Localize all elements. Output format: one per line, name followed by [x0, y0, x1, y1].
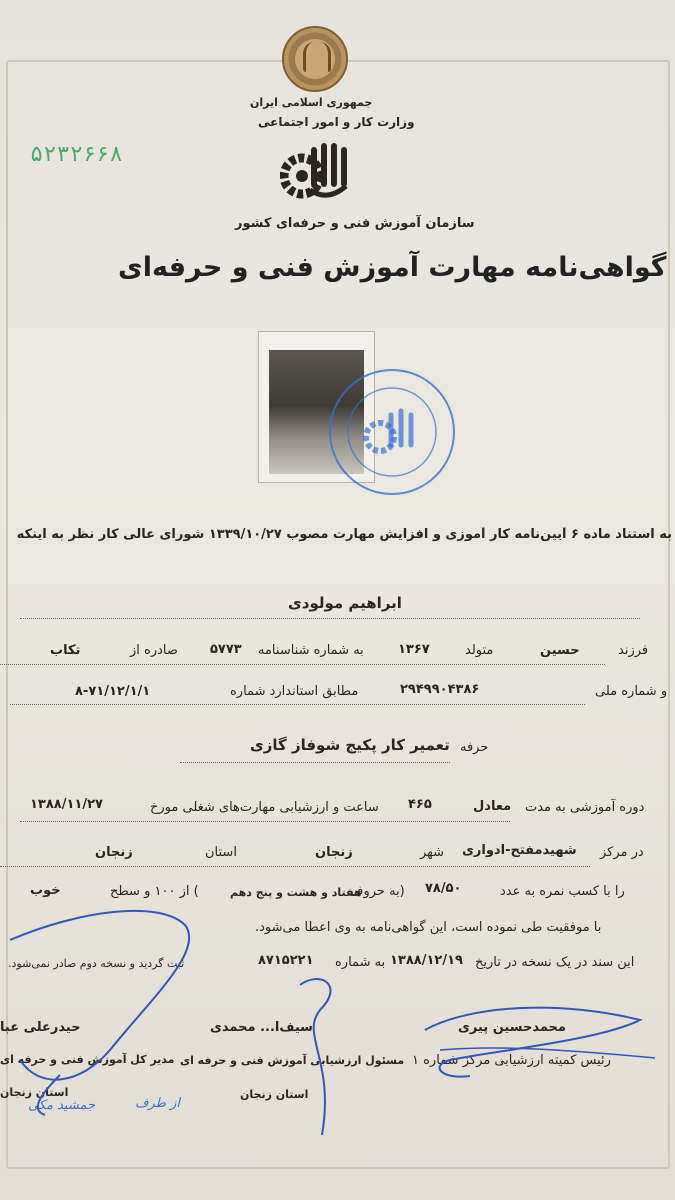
id-label: به شماره شناسنامه	[258, 643, 364, 658]
trade-label: حرفه	[460, 740, 489, 755]
handwritten-signatures-icon	[0, 900, 675, 1150]
signatory-2-title: مسئول ارزشیابی آموزش فنی و حرفه ای	[180, 1054, 405, 1067]
child-label: فرزند	[618, 643, 649, 658]
completion-text: با موفقیت طی نموده است، این گواهی‌نامه به وی اعطا می‌شود.	[255, 920, 602, 935]
certificate-title: گواهی‌نامه مهارت آموزش فنی و حرفه‌ای	[118, 252, 667, 283]
signatory-3-title: مدیر کل آموزش فنی و حرفه ای	[0, 1053, 175, 1066]
organization-name: سازمان آموزش فنی و حرفه‌ای کشور	[235, 216, 475, 231]
signatory-1-title: رئیس کمیته ارزشیابی مرکز شماره ۱	[412, 1053, 611, 1068]
center-name: شهیدمفتح-ادواری	[462, 843, 577, 858]
signatory-3-place: استان زنجان	[0, 1086, 69, 1099]
father-name: حسین	[540, 643, 580, 658]
handwritten-name: جمشید مکی	[28, 1098, 96, 1113]
iran-emblem-icon	[282, 26, 348, 92]
city-name: زنجان	[315, 845, 353, 860]
in-center-label: در مرکز	[600, 845, 644, 860]
issued-place: تکاب	[50, 643, 81, 658]
province-name: زنجان	[95, 845, 133, 860]
id-number: ۵۷۷۳	[210, 642, 242, 657]
dotted-line	[180, 762, 450, 763]
signatory-1-name: محمدحسین پیری	[458, 1020, 566, 1035]
evaluation-date: ۱۳۸۸/۱۱/۲۷	[30, 797, 103, 812]
dotted-line	[0, 866, 590, 867]
header-country: جمهوری اسلامی ایران	[250, 96, 373, 109]
dotted-line	[20, 821, 510, 822]
province-label: استان	[205, 845, 237, 860]
signatory-2-name: سیف‌ا... محمدی	[210, 1020, 313, 1035]
register-date: ۱۳۸۸/۱۲/۱۹	[390, 953, 463, 968]
course-label: دوره آموزشی به مدت	[525, 800, 645, 815]
register-mid: به شماره	[335, 955, 386, 970]
intro-text: به استناد ماده ۶ آیین‌نامه کار آموزی و افزایش مهارت مصوب ۱۳۳۹/۱۰/۲۷ شورای عالی کار نظر به اینکه	[16, 527, 672, 542]
trade-name: تعمیر کار پکیج شوفاز گازی	[250, 736, 450, 754]
course-hours: ۴۶۵	[408, 797, 432, 812]
dotted-line	[0, 664, 605, 665]
register-number: ۸۷۱۵۲۲۱	[258, 953, 314, 968]
signatory-2-place: استان زنجان	[240, 1088, 309, 1101]
handwritten-on-behalf: از طرف	[135, 1096, 181, 1111]
city-label: شهر	[420, 845, 445, 860]
tvto-logo-icon	[280, 140, 350, 204]
official-stamp-icon	[325, 365, 460, 500]
grade-number: ۷۸/۵۰	[425, 881, 462, 896]
dotted-line	[10, 704, 585, 705]
birth-year: ۱۳۶۷	[398, 642, 430, 657]
standard-number: ۸-۷۱/۱۲/۱/۱	[75, 684, 151, 699]
dotted-line	[20, 618, 640, 619]
national-id-label: و شماره ملی	[595, 684, 668, 699]
holder-full-name: ابراهیم مولودی	[288, 594, 402, 612]
hours-text: ساعت و ارزشیابی مهارت‌های شغلی مورخ	[150, 800, 379, 815]
standard-label: مطابق استاندارد شماره	[230, 684, 359, 699]
register-suffix: ثبت گردید و نسخه دوم صادر نمی‌شود.	[8, 957, 185, 970]
grade-prefix: را با کسب نمره به عدد	[500, 884, 625, 899]
header-ministry: وزارت کار و امور اجتماعی	[258, 115, 415, 129]
register-prefix: این سند در یک نسخه در تاریخ	[475, 955, 635, 970]
grade-words-prefix: (به حروف	[350, 884, 405, 899]
grade-words: هفتاد و هشت و پنج دهم	[230, 886, 362, 899]
issued-label: صادره از	[130, 643, 178, 658]
equal-label: معادل	[473, 799, 512, 814]
national-id: ۲۹۴۹۹۰۴۳۸۶	[400, 682, 480, 697]
serial-number: ۵۲۳۲۶۶۸	[30, 142, 123, 167]
grade-level: خوب	[30, 883, 61, 898]
born-label: متولد	[465, 643, 494, 658]
grade-suffix: ) از ۱۰۰ و سطح	[110, 884, 199, 899]
signatory-3-name: حیدرعلی عبا	[0, 1020, 81, 1035]
